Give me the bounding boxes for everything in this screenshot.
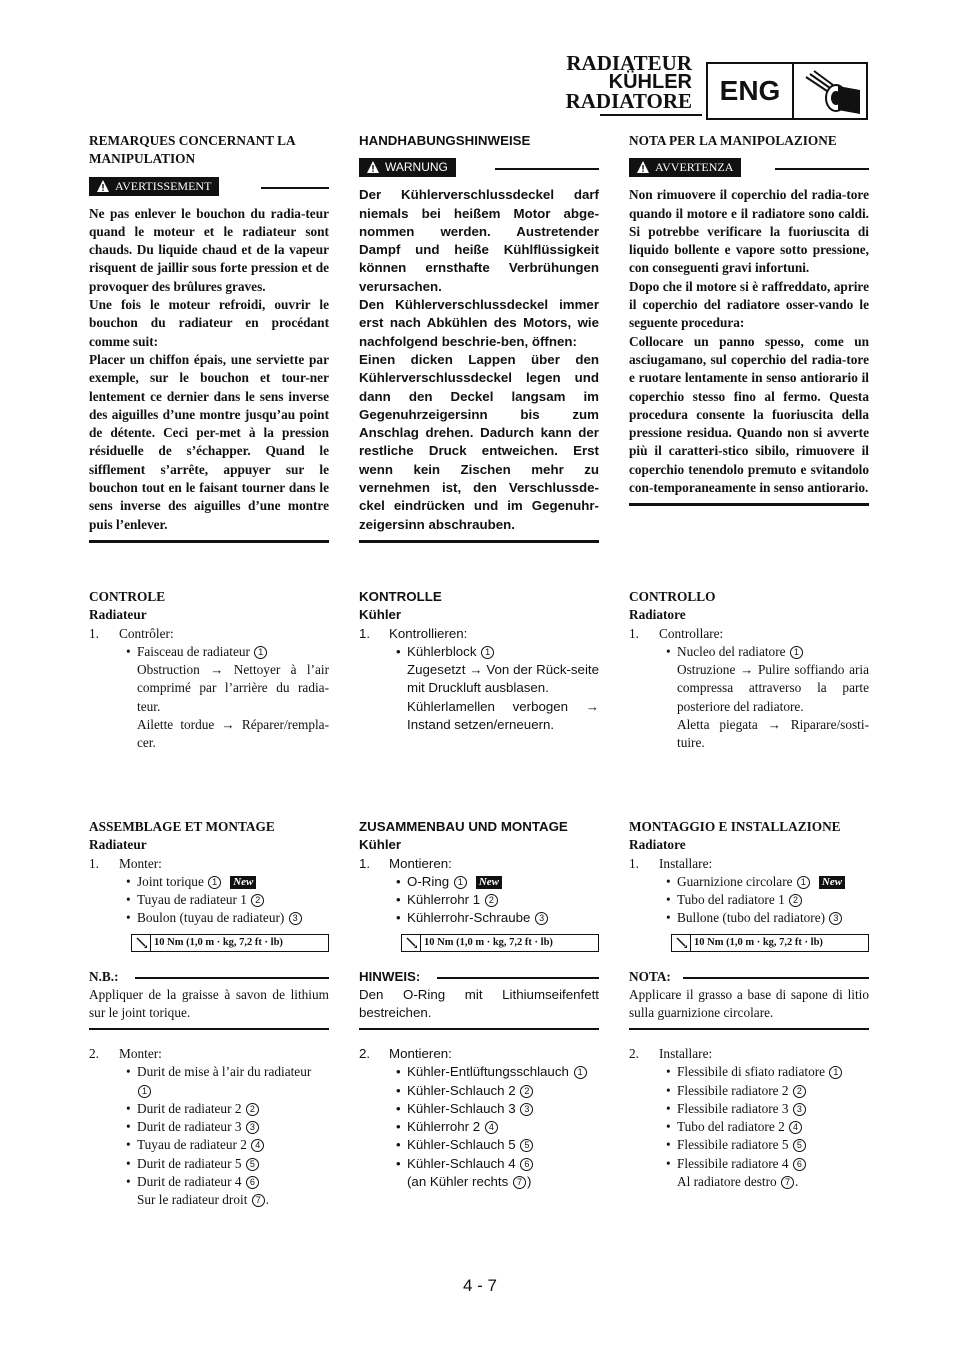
step-number: 2. bbox=[629, 1046, 639, 1061]
item-text: O-Ring bbox=[407, 873, 450, 889]
step-number: 1. bbox=[89, 625, 99, 641]
step-label: Controllare: bbox=[659, 625, 724, 641]
assembly-title: ZUSAMMENBAU UND MONTAGE bbox=[359, 819, 568, 834]
assembly-item: • Kühlerrohr-Schraube 3 bbox=[359, 909, 599, 927]
item-text: Kühler-Schlauch 5 bbox=[407, 1137, 516, 1153]
torque-wrench-icon bbox=[676, 937, 688, 949]
ref-number: 3 bbox=[535, 912, 548, 925]
note-header bbox=[629, 968, 869, 986]
ref-number: 3 bbox=[246, 1121, 259, 1134]
warning-label: AVVERTENZA bbox=[655, 160, 734, 175]
step2-item: • Kühler-Entlüftungsschlauch 1 bbox=[359, 1063, 599, 1081]
ref-number: 2 bbox=[789, 894, 802, 907]
warning-badge bbox=[359, 158, 456, 177]
warning-text-1: Der Kühlerverschlussdeckel darf niemals bei heißem Motor abge-nommen werden. Austretender Dampf und heiße Kühlflüssigkeit können ernsthafte Verbrühungen verursachen. bbox=[359, 187, 599, 294]
item-text: Boulon (tuyau de radiateur) bbox=[137, 910, 285, 926]
step2-item: • Tubo del radiatore 2 4 bbox=[629, 1118, 869, 1136]
item-text: Kühlerrohr 2 bbox=[407, 1119, 481, 1135]
torque-wrench-icon bbox=[136, 937, 148, 949]
assembly-step bbox=[89, 855, 329, 873]
handling-title: REMARQUES CONCERNANT LA MANIPULATION bbox=[89, 133, 295, 167]
ref-number: 1 bbox=[454, 876, 467, 889]
ref-number: 1 bbox=[829, 1066, 842, 1079]
step-number: 2. bbox=[359, 1046, 371, 1061]
step2-section-de bbox=[359, 1045, 599, 1191]
ref-number: 1 bbox=[574, 1066, 587, 1079]
step2 bbox=[359, 1045, 599, 1063]
note-rule bbox=[437, 977, 599, 979]
ref-number: 6 bbox=[246, 1176, 259, 1189]
warning-label: WARNUNG bbox=[385, 160, 448, 175]
ref-number: 1 bbox=[138, 1085, 151, 1098]
new-part-badge: New bbox=[230, 876, 256, 889]
bullet-text: Faisceau de radiateur bbox=[137, 643, 250, 659]
item-text: Durit de mise à l’air du radiateur bbox=[137, 1064, 312, 1080]
ref-number: 2 bbox=[485, 894, 498, 907]
step-number: 1. bbox=[629, 625, 639, 641]
item-text: Guarnizione circolare bbox=[677, 873, 793, 889]
assembly-item: • Tubo del radiatore 1 2 bbox=[629, 891, 869, 909]
note-header bbox=[89, 968, 329, 986]
torque-value: 10 Nm (1,0 m · kg, 7,2 ft · lb) bbox=[424, 936, 553, 948]
step2-item: • Flessibile radiatore 5 5 bbox=[629, 1136, 869, 1154]
step2-item: • Kühler-Schlauch 2 2 bbox=[359, 1082, 599, 1100]
item-text: Kühler-Schlauch 2 bbox=[407, 1082, 516, 1098]
warning-triangle-icon bbox=[96, 179, 110, 193]
step-number: 2. bbox=[89, 1046, 99, 1061]
assembly-item: • Kühlerrohr 1 2 bbox=[359, 891, 599, 909]
item-text: Flessibile di sfiato radiatore bbox=[677, 1064, 826, 1080]
note-header bbox=[359, 968, 599, 986]
step-label: Installare: bbox=[659, 1046, 713, 1061]
check-section-fr bbox=[89, 588, 329, 753]
ref-number: 4 bbox=[251, 1139, 264, 1152]
warning-label: AVERTISSEMENT bbox=[115, 178, 212, 193]
step2-item: • Tuyau de radiateur 2 4 bbox=[89, 1136, 329, 1154]
assembly-section-fr bbox=[89, 818, 329, 1030]
warning-triangle-icon bbox=[366, 160, 380, 174]
note-label: HINWEIS: bbox=[359, 968, 421, 984]
item-text: Bullone (tubo del radiatore) bbox=[677, 910, 826, 926]
new-part-badge: New bbox=[476, 876, 502, 889]
warning-text-2: Dopo che il motore si è raffreddato, aprire il coperchio del radiatore osser-vando le seguente procedura: bbox=[629, 278, 869, 331]
check-detail-1: Obstruction → Nettoyer à l’air comprimé par l’arrière du radia-teur. bbox=[137, 662, 329, 714]
torque-wrench-icon bbox=[406, 937, 418, 949]
warning-end-rule bbox=[629, 503, 869, 506]
item-text: Flessibile radiatore 4 bbox=[677, 1155, 789, 1171]
item-text: Joint torique bbox=[137, 873, 204, 889]
step-number: 1. bbox=[359, 625, 371, 641]
assembly-item: • Bullone (tubo del radiatore) 3 bbox=[629, 909, 869, 927]
item-text: Tubo del radiatore 2 bbox=[677, 1119, 785, 1135]
check-subtitle: Radiateur bbox=[89, 607, 147, 623]
step2-item: • Durit de radiateur 5 5 bbox=[89, 1155, 329, 1173]
check-detail-2: Ailette tordue → Réparer/rempla-cer. bbox=[137, 717, 329, 751]
note-end-rule bbox=[89, 1028, 329, 1030]
ref-number: 7 bbox=[781, 1176, 794, 1189]
check-step bbox=[89, 625, 329, 643]
warning-rule bbox=[495, 168, 599, 170]
item-text: Durit de radiateur 5 bbox=[137, 1155, 242, 1171]
step-label: Monter: bbox=[119, 1046, 162, 1061]
detail-close: ) bbox=[526, 1174, 532, 1190]
section-titles bbox=[565, 51, 692, 113]
item-text: Kühler-Entlüftungsschlauch bbox=[407, 1064, 569, 1080]
item-text: Flessibile radiatore 5 bbox=[677, 1137, 789, 1153]
note-text: Applicare il grasso a base di sapone di litio sulla guarnizione circolare. bbox=[629, 986, 869, 1021]
ref-number: 5 bbox=[793, 1139, 806, 1152]
ref-number: 6 bbox=[520, 1158, 533, 1171]
warning-text-3: Collocare un panno spesso, come un asciugamano, sul coperchio del radia-tore e ruotare lentamente in senso antiorario il coperchio stesso fino al fermo. Questa procedura consente la fuoriuscita della pressione residua. Quando non si avverte più il caratteri-stico sibilo, rimuovere il coperchio tenendolo premuto e svitandolo con-temporaneamente in senso antiorario. bbox=[629, 333, 869, 496]
step2-item: • Kühler-Schlauch 4 6 bbox=[359, 1155, 599, 1173]
ref-number: 2 bbox=[246, 1103, 259, 1116]
item-text: Durit de radiateur 2 bbox=[137, 1100, 242, 1116]
step2-section-fr bbox=[89, 1045, 329, 1210]
item-text: Kühlerrohr 1 bbox=[407, 892, 481, 908]
ref-number: 1 bbox=[254, 646, 267, 659]
step2-item: • Durit de radiateur 4 6 bbox=[89, 1173, 329, 1191]
item-text: Flessibile radiatore 3 bbox=[677, 1100, 789, 1116]
assembly-section-it bbox=[629, 818, 869, 1030]
handling-title: NOTA PER LA MANIPOLAZIONE bbox=[629, 133, 837, 148]
check-subtitle: Kühler bbox=[359, 607, 402, 623]
step2-detail bbox=[359, 1173, 599, 1191]
warning-end-rule bbox=[359, 540, 599, 543]
assembly-item: • Joint torique 1 New bbox=[89, 873, 329, 891]
ref-number: 4 bbox=[789, 1121, 802, 1134]
check-section-de bbox=[359, 588, 599, 734]
check-detail-1: Zugesetzt → Von der Rück-seite mit Druckluft ausblasen. bbox=[407, 662, 599, 696]
ref-number: 5 bbox=[246, 1158, 259, 1171]
assembly-item: • Guarnizione circolare 1 New bbox=[629, 873, 869, 891]
check-title: CONTROLLO bbox=[629, 589, 716, 604]
check-detail-1: Ostruzione → Pulire soffiando aria compressa attraverso la parte posteriore del radiatore. bbox=[677, 662, 869, 714]
step2-item: • Durit de radiateur 3 3 bbox=[89, 1118, 329, 1136]
check-step bbox=[629, 625, 869, 643]
check-bullet: • Kühlerblock 1 bbox=[359, 643, 599, 661]
step2-item: • Kühlerrohr 2 4 bbox=[359, 1118, 599, 1136]
ref-number: 1 bbox=[797, 876, 810, 889]
ref-number: 3 bbox=[289, 912, 302, 925]
new-part-badge: New bbox=[819, 876, 845, 889]
check-subtitle: Radiatore bbox=[629, 607, 686, 623]
step2-item: • Flessibile radiatore 3 3 bbox=[629, 1100, 869, 1118]
assembly-subtitle: Radiatore bbox=[629, 837, 686, 853]
ref-number: 2 bbox=[251, 894, 264, 907]
assembly-item: • Boulon (tuyau de radiateur) 3 bbox=[89, 909, 329, 927]
assembly-title: ASSEMBLAGE ET MONTAGE bbox=[89, 819, 275, 834]
note-end-rule bbox=[359, 1028, 599, 1030]
item-text: Kühler-Schlauch 3 bbox=[407, 1100, 516, 1116]
assembly-step bbox=[359, 855, 599, 873]
item-text: Tuyau de radiateur 2 bbox=[137, 1137, 247, 1153]
warning-text-3: Placer un chiffon épais, une serviette par exemple, sur le bouchon et tour-ner lentement ce dernier dans le sens inverse des aiguilles d’une montre jusqu’au point de détente. Ceci per-met à la pression résiduelle de s’échapper. Quand le sifflement s’arrête, appuyer sur le bouchon tout en le faisant tourner dans le sens inverse des aiguilles d’une montre puis l’enlever. bbox=[89, 351, 329, 532]
warning-header bbox=[359, 156, 599, 182]
step2-section-it bbox=[629, 1045, 869, 1191]
check-bullet: • Nucleo del radiatore 1 bbox=[629, 643, 869, 661]
ref-number: 3 bbox=[793, 1103, 806, 1116]
ref-number: 1 bbox=[208, 876, 221, 889]
assembly-section-de bbox=[359, 818, 599, 1030]
warning-rule bbox=[775, 168, 869, 170]
step-label: Installare: bbox=[659, 855, 713, 871]
ref-number: 2 bbox=[793, 1085, 806, 1098]
note-text: Den O-Ring mit Lithiumseifenfett bestreichen. bbox=[359, 986, 599, 1021]
ref-number: 2 bbox=[520, 1085, 533, 1098]
ref-number: 3 bbox=[829, 912, 842, 925]
bullet-text: Kühlerblock bbox=[407, 643, 477, 659]
torque-spec bbox=[131, 934, 329, 952]
note-label: NOTA: bbox=[629, 968, 671, 984]
step-number: 1. bbox=[629, 855, 639, 871]
check-section-it bbox=[629, 588, 869, 753]
title-it: RADIATORE bbox=[565, 89, 692, 113]
column-fr bbox=[89, 132, 329, 543]
assembly-subtitle: Kühler bbox=[359, 837, 402, 853]
ref-number: 3 bbox=[520, 1103, 533, 1116]
detail-text: Sur le radiateur droit bbox=[137, 1192, 248, 1208]
header-rule bbox=[600, 114, 702, 116]
ref-number: 6 bbox=[793, 1158, 806, 1171]
step2-item: • Kühler-Schlauch 5 5 bbox=[359, 1136, 599, 1154]
title-de: KÜHLER bbox=[608, 71, 692, 93]
warning-text-2: Den Kühlerverschlussdeckel immer erst nach Abkühlen des Motors, wie nachfolgend beschrie-ben, öffnen: bbox=[359, 297, 599, 349]
column-it bbox=[629, 132, 869, 506]
check-title: CONTROLE bbox=[89, 589, 166, 604]
note-end-rule bbox=[629, 1028, 869, 1030]
note-rule bbox=[683, 977, 869, 979]
warning-triangle-icon bbox=[636, 160, 650, 174]
section-badge bbox=[706, 62, 868, 120]
warning-text-2: Une fois le moteur refroidi, ouvrir le bouchon du radiateur en procédant comme suit: bbox=[89, 297, 329, 349]
warning-text-1: Non rimuovere il coperchio del radia-tore quando il motore e il radiatore sono caldi. Si potrebbe verificare la fuoriuscita di liquido bollente e vapore sotto pressione, con conseguenti gravi infortuni. bbox=[629, 187, 869, 276]
step2-item: • Flessibile di sfiato radiatore 1 bbox=[629, 1063, 869, 1081]
step2-item: • Durit de radiateur 2 2 bbox=[89, 1100, 329, 1118]
note-rule bbox=[135, 977, 329, 979]
assembly-subtitle: Radiateur bbox=[89, 837, 147, 853]
ref-number: 7 bbox=[513, 1176, 526, 1189]
warning-header bbox=[89, 175, 329, 201]
step-label: Contrôler: bbox=[119, 625, 174, 641]
step-label: Montieren: bbox=[389, 855, 452, 871]
step-number: 1. bbox=[359, 855, 371, 871]
torque-spec bbox=[401, 934, 599, 952]
radiator-cap-icon bbox=[800, 66, 866, 118]
check-detail-2: Aletta piegata → Riparare/sosti-tuire. bbox=[677, 717, 869, 751]
step-label: Kontrollieren: bbox=[389, 625, 468, 641]
ref-number: 1 bbox=[481, 646, 494, 659]
detail-text: (an Kühler rechts bbox=[407, 1174, 509, 1190]
ref-number: 5 bbox=[520, 1139, 533, 1152]
page-number: 4 - 7 bbox=[462, 1276, 498, 1295]
warning-text-1: Ne pas enlever le bouchon du radia-teur quand le moteur et le radiateur sont chauds. Du liquide chaud et de la vapeur risquent de jaillir sous forte pression et de provoquer des brûlures graves. bbox=[89, 205, 329, 294]
handling-title: HANDHABUNGSHINWEISE bbox=[359, 133, 531, 148]
step2-item: • Flessibile radiatore 4 6 bbox=[629, 1155, 869, 1173]
check-step bbox=[359, 625, 599, 643]
assembly-step bbox=[629, 855, 869, 873]
torque-value: 10 Nm (1,0 m · kg, 7,2 ft · lb) bbox=[694, 936, 823, 948]
warning-end-rule bbox=[89, 540, 329, 543]
warning-badge bbox=[89, 177, 219, 196]
ref-number: 7 bbox=[252, 1194, 265, 1207]
step2 bbox=[89, 1045, 329, 1063]
note-label: N.B.: bbox=[89, 968, 119, 984]
step2 bbox=[629, 1045, 869, 1063]
item-text: Tuyau de radiateur 1 bbox=[137, 892, 247, 908]
bullet-text: Nucleo del radiatore bbox=[677, 643, 786, 659]
step-number: 1. bbox=[89, 855, 99, 871]
item-text: Durit de radiateur 3 bbox=[137, 1119, 242, 1135]
torque-value: 10 Nm (1,0 m · kg, 7,2 ft · lb) bbox=[154, 936, 283, 948]
assembly-item: • O-Ring 1 New bbox=[359, 873, 599, 891]
assembly-title: MONTAGGIO E INSTALLAZIONE bbox=[629, 819, 841, 834]
note-text: Appliquer de la graisse à savon de lithium sur le joint torique. bbox=[89, 986, 329, 1021]
step2-detail: Sur le radiateur droit 7 . bbox=[137, 1192, 270, 1208]
ref-number: 1 bbox=[790, 646, 803, 659]
item-text: Durit de radiateur 4 bbox=[137, 1174, 242, 1190]
check-detail-2: Kühlerlamellen verbogen → Instand setzen/erneuern. bbox=[407, 698, 599, 733]
detail-text: Al radiatore destro bbox=[677, 1174, 777, 1190]
check-title: KONTROLLE bbox=[359, 589, 442, 604]
check-bullet: • Faisceau de radiateur 1 bbox=[89, 643, 329, 661]
torque-spec bbox=[671, 934, 869, 952]
warning-rule bbox=[261, 187, 329, 189]
step2-detail: Al radiatore destro 7 . bbox=[677, 1174, 799, 1190]
warning-text-3: Einen dicken Lappen über den Kühlerverschlussdeckel legen und dann den Deckel langsam im Gegenuhrzeigersinn bis zum Anschlag drehen. Dadurch kann der restliche Druck entweichen. Erst wenn kein Zischen mehr zu vernehmen ist, den Verschlussde-ckel eindrücken und im Gegenuhr-zeigersinn abschrauben. bbox=[359, 351, 599, 532]
step-label: Montieren: bbox=[389, 1046, 452, 1061]
step2-item: • Kühler-Schlauch 3 3 bbox=[359, 1100, 599, 1118]
step2-item: • Durit de mise à l’air du radiateur 1 bbox=[126, 1064, 312, 1096]
warning-badge bbox=[629, 158, 741, 177]
section-badge-label: ENG bbox=[708, 64, 794, 118]
item-text: Tubo del radiatore 1 bbox=[677, 892, 785, 908]
assembly-item: • Tuyau de radiateur 1 2 bbox=[89, 891, 329, 909]
item-text: Kühlerrohr-Schraube bbox=[407, 910, 531, 926]
item-text: Flessibile radiatore 2 bbox=[677, 1082, 789, 1098]
column-de bbox=[359, 132, 599, 543]
ref-number: 4 bbox=[485, 1121, 498, 1134]
step-label: Monter: bbox=[119, 855, 162, 871]
step2-item: • Flessibile radiatore 2 2 bbox=[629, 1082, 869, 1100]
title-fr: RADIATEUR bbox=[566, 51, 692, 75]
item-text: Kühler-Schlauch 4 bbox=[407, 1155, 516, 1171]
warning-header bbox=[629, 156, 869, 182]
